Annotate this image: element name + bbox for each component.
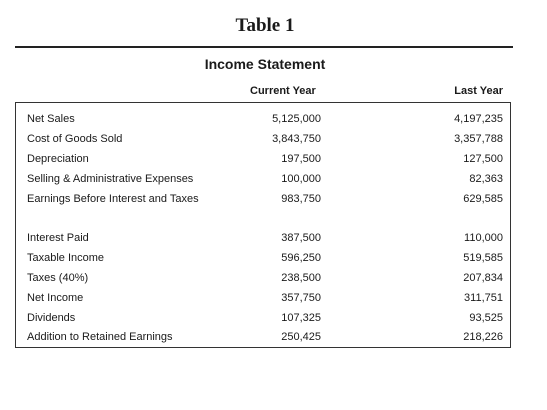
table-row: [0, 171, 547, 187]
top-rule: [15, 46, 513, 48]
last-year-value: 207,834: [463, 272, 503, 284]
table-row: [0, 230, 547, 246]
current-year-header: Current Year: [250, 85, 316, 97]
last-year-value: 127,500: [463, 153, 503, 165]
current-year-value: 3,843,750: [272, 133, 321, 145]
row-label: Taxable Income: [27, 252, 105, 264]
row-label: Depreciation: [27, 153, 89, 165]
last-year-value: 519,585: [463, 252, 503, 264]
current-year-value: 197,500: [281, 153, 321, 165]
last-year-value: 4,197,235: [454, 113, 503, 125]
table-row: [0, 329, 547, 345]
row-label: Selling & Administrative Expenses: [27, 173, 194, 185]
row-label: Interest Paid: [27, 232, 89, 244]
row-label: Dividends: [27, 312, 76, 324]
table-row: [0, 250, 547, 266]
current-year-value: 357,750: [281, 292, 321, 304]
last-year-value: 218,226: [463, 331, 503, 343]
table-row: [0, 290, 547, 306]
last-year-value: 629,585: [463, 193, 503, 205]
last-year-value: 82,363: [469, 173, 503, 185]
last-year-value: 110,000: [464, 232, 503, 244]
row-label: Taxes (40%): [27, 272, 89, 284]
current-year-value: 100,000: [281, 173, 321, 185]
current-year-value: 5,125,000: [272, 113, 321, 125]
current-year-value: 387,500: [281, 232, 321, 244]
table-row: [0, 191, 547, 207]
table-row: [0, 310, 547, 326]
current-year-value: 250,425: [281, 331, 321, 343]
current-year-value: 983,750: [281, 193, 321, 205]
table-row: [0, 270, 547, 286]
current-year-value: 107,325: [281, 312, 321, 324]
last-year-header: Last Year: [454, 85, 503, 97]
table-row: [0, 111, 547, 127]
last-year-value: 3,357,788: [454, 133, 503, 145]
current-year-value: 238,500: [281, 272, 321, 284]
row-label: Net Sales: [27, 113, 75, 125]
row-label: Cost of Goods Sold: [27, 133, 123, 145]
statement-title: Income Statement: [204, 56, 326, 72]
table-row: [0, 131, 547, 147]
row-label: Addition to Retained Earnings: [27, 331, 173, 343]
last-year-value: 311,751: [464, 292, 503, 304]
current-year-value: 596,250: [281, 252, 321, 264]
table-row: [0, 151, 547, 167]
table-number: Table 1: [235, 15, 295, 36]
last-year-value: 93,525: [469, 312, 503, 324]
row-label: Net Income: [27, 292, 84, 304]
row-label: Earnings Before Interest and Taxes: [27, 193, 199, 205]
